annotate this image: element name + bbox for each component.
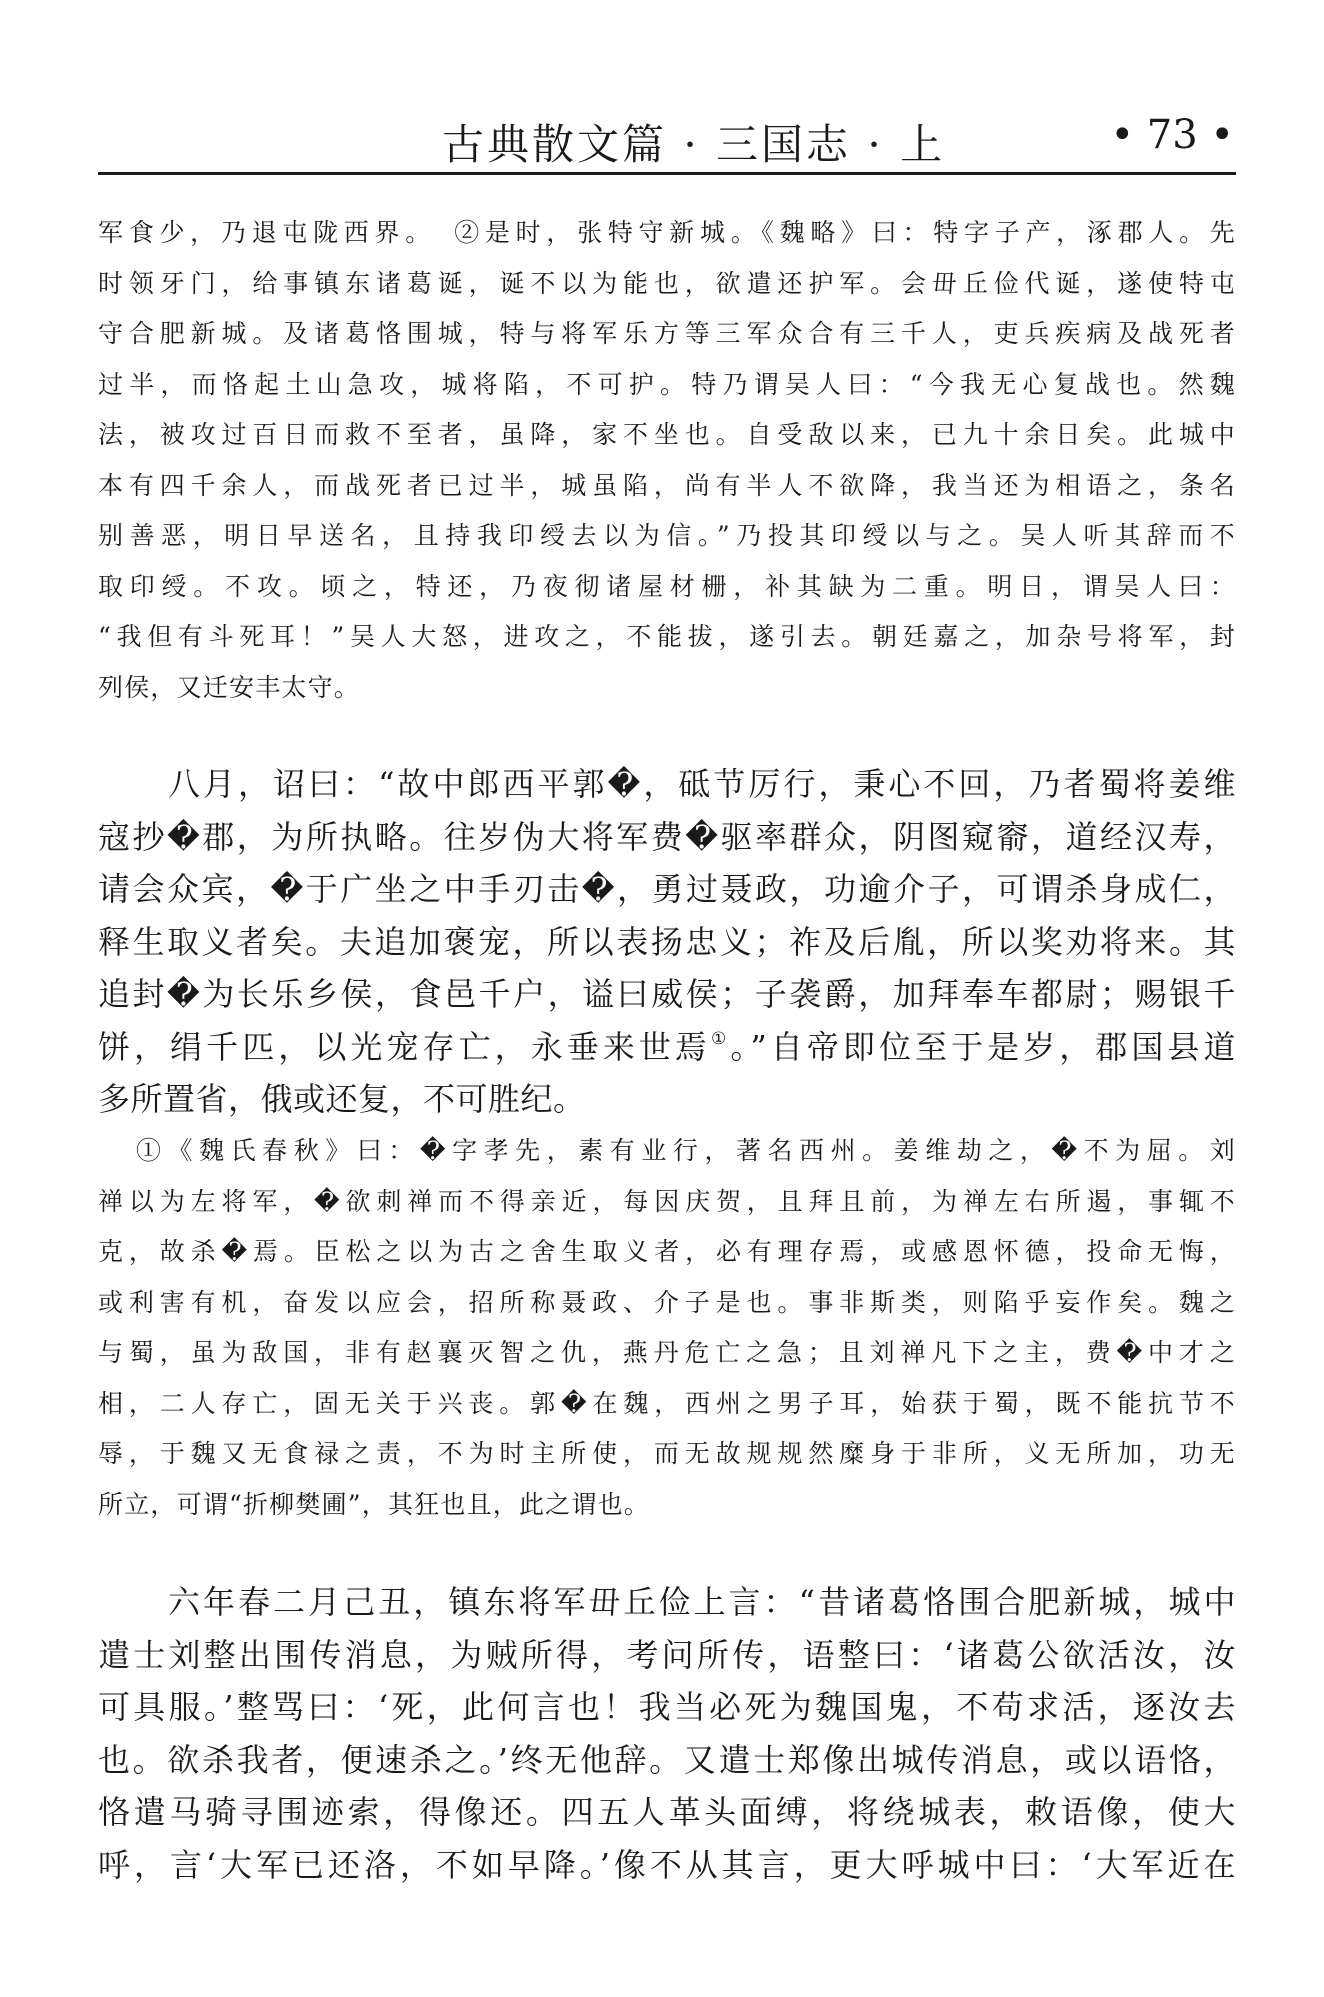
note-line: 克，故杀�焉。臣松之以为古之舍生取义者，必有理存焉，或感恩怀德，投命无悔， (98, 1237, 1236, 1266)
note-line: 辱，于魏又无食禄之责，不为时主所使，而无故规规然糜身于非所，义无所加，功无 (98, 1439, 1236, 1468)
note-line: 时领牙门，给事镇东诸葛诞，诞不以为能也，欲遣还护军。会毌丘俭代诞，遂使特屯 (98, 268, 1236, 298)
running-title: 古典散文篇 · 三国志 · 上 (442, 120, 946, 169)
page-number: • 73 • (1110, 112, 1234, 158)
note-continued (98, 208, 1236, 713)
main-paragraph-2 (98, 1576, 1236, 1891)
note-line: 守合肥新城。及诸葛恪围城，特与将军乐方等三军众合有三千人，吏兵疾病及战死者 (98, 319, 1236, 348)
note-line: 相，二人存亡，固无关于兴丧。郭�在魏，西州之男子耳，始获于蜀，既不能抗节不 (98, 1388, 1236, 1418)
text-line: 寇抄�郡，为所执略。往岁伪大将军费�驱率群众，阴图窥窬，道经汉寿， (98, 817, 1236, 856)
header-rule (98, 172, 1236, 175)
footnote-1 (98, 1126, 1236, 1530)
text-segment: 饼，绢千匹，以光宠存亡，永垂来世焉 (98, 1027, 711, 1066)
note-line: 或利害有机，奋发以应会，招所称聂政、介子是也。事非斯类，则陷乎妄作矣。魏之 (98, 1287, 1236, 1317)
text-line: 六年春二月己丑，镇东将军毌丘俭上言：“昔诸葛恪围合肥新城，城中 (168, 1583, 1236, 1621)
note-line: 取印绶。不攻。顷之，特还，乃夜彻诸屋材栅，补其缺为二重。明日，谓吴人曰： (98, 571, 1236, 601)
text-line: 八月，诏曰：“故中郎西平郭�，砥节厉行，秉心不回，乃者蜀将姜维 (168, 765, 1236, 803)
footnote-marker: ① (711, 1028, 731, 1049)
main-paragraph-1 (98, 758, 1236, 1126)
note-line: “我但有斗死耳！”吴人大怒，进攻之，不能拔，遂引去。朝廷嘉之，加杂号将军，封 (98, 622, 1236, 651)
note-line: 法，被攻过百日而救不至者，虽降，家不坐也。自受敌以来，已九十余日矣。此城中 (98, 420, 1236, 449)
note-line: 与蜀，虽为敌国，非有赵襄灭智之仇，燕丹危亡之急；且刘禅凡下之主，费�中才之 (98, 1338, 1236, 1367)
text-line: 可具服。’整骂曰：‘死，此何言也！我当必死为魏国鬼，不苟求活，逐汝去 (98, 1688, 1236, 1726)
text-line: 呼，言‘大军已还洛，不如早降。’像不从其言，更大呼城中曰：‘大军近在 (98, 1845, 1236, 1884)
note-line: 本有四千余人，而战死者已过半，城虽陷，尚有半人不欲降，我当还为相语之，条名 (98, 470, 1236, 500)
text-line: 也。欲杀我者，便速杀之。’终无他辞。又遣士郑像出城传消息，或以语恪， (98, 1740, 1236, 1779)
text-line: 释生取义者矣。夫追加褒宠，所以表扬忠义；祚及后胤，所以奖劝将来。其 (98, 922, 1236, 961)
note-line: 过半，而恪起土山急攻，城将陷，不可护。特乃谓吴人曰：“今我无心复战也。然魏 (98, 369, 1236, 399)
note-line: 禅以为左将军，�欲刺禅而不得亲近，每因庆贺，且拜且前，为禅左右所遏，事辄不 (98, 1186, 1236, 1216)
note-line: 所立，可谓“折柳樊圃”，其狂也且，此之谓也。 (98, 1489, 650, 1519)
text-line: 追封�为长乐乡侯，食邑千户，谥曰威侯；子袭爵，加拜奉车都尉；赐银千 (98, 975, 1236, 1013)
text-line: 请会众宾，�于广坐之中手刃击�，勇过聂政，功逾介子，可谓杀身成仁， (98, 870, 1236, 908)
text-segment: 。”自帝即位至于是岁，郡国县道 (730, 1027, 1236, 1066)
note-line: 军食少，乃退屯陇西界。 ②是时，张特守新城。《魏略》曰：特字子产，涿郡人。先 (98, 218, 1236, 247)
note-line: 列侯，又迁安丰太守。 (98, 672, 361, 702)
text-line: 恪遣马骑寻围迹索，得像还。四五人革头面缚，将绕城表，敕语像，使大 (98, 1793, 1236, 1831)
note-line: ①《魏氏春秋》曰：�字孝先，素有业行，著名西州。姜维劫之，�不为屈。刘 (136, 1136, 1236, 1165)
text-line: 多所置省，俄或还复，不可胜纪。 (98, 1080, 586, 1118)
running-header (98, 104, 1236, 168)
text-line (98, 1021, 1236, 1074)
text-line: 遣士刘整出围传消息，为贼所得，考问所传，语整曰：‘诸葛公欲活汝，汝 (98, 1635, 1236, 1674)
note-line: 别善恶，明日早送名，且持我印绶去以为信。”乃投其印绶以与之。吴人听其辞而不 (98, 521, 1236, 550)
